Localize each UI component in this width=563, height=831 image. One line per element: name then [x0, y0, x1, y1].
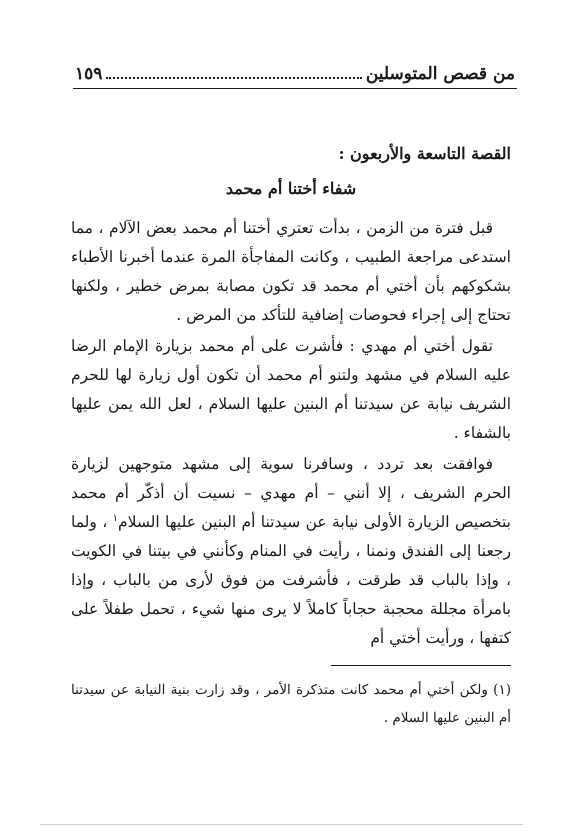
header-dot-leader: [106, 77, 361, 79]
story-heading: القصة التاسعة والأربعون :: [338, 144, 511, 163]
paragraph-3-part-1: فوافقت بعد تردد ، وسافرنا سوية إلى مشهد متوجهين لزيارة الحرم الشريف ، إلا أنني – أم مهدي – نسيت أن أذكّر أم محمد بتخصيص الزيارة الأولى نيابة عن سيدتنا أم البنين عليها السلام: [71, 455, 511, 531]
header-book-title: من قصص المتوسلين: [365, 64, 515, 84]
header-rule: [73, 88, 517, 89]
paragraph-3-part-2: ، ولما رجعنا إلى الفندق ونمنا ، رأيت في المنام وكأنني في بيتنا في الكويت ، وإذا بالباب قد طرقت ، فأشرفت من فوق لأرى من بالباب ، وإذا بامرأة مجللة محجبة حجاباً كاملاً لا يرى منها شيء ، تحمل طفلاً على كتفها ، ورأيت أختي أم: [71, 513, 511, 647]
page-bottom-edge: [40, 824, 523, 825]
paragraph-1: قبل فترة من الزمن ، بدأت تعتري أختنا أم محمد بعض الآلام ، مما استدعى مراجعة الطبيب ، وكانت المفاجأة المرة عندما أخبرنا الأطباء بشكوكهم بأن أختي أم محمد قد تكون مصابة بمرض خطير ، ولكنها تحتاج إلى إجراء فحوصات إضافية للتأكد من المرض .: [71, 219, 511, 324]
footnote-separator: [331, 665, 511, 666]
paragraph-3: [71, 450, 511, 653]
footnote: (١) ولكن أختي أم محمد كانت متذكرة الأمر ، وقد زارت بنية النيابة عن سيدتنا أم البنين عليها السلام .: [71, 682, 511, 726]
footnote-marker: ١: [112, 512, 118, 524]
page-number: ١٥٩: [75, 64, 103, 84]
story-title: شفاء أختنا أم محمد: [225, 179, 357, 198]
paragraph-2: تقول أختي أم مهدي : فأشرت على أم محمد بزيارة الإمام الرضا عليه السلام في مشهد ولتنو أم محمد أن تكون أول زيارة لها للحرم الشريف نيابة عن سيدتنا أم البنين عليها السلام ، لعل الله يمن عليها بالشفاء .: [71, 337, 511, 442]
running-header: [75, 58, 515, 84]
page-body: [71, 140, 511, 653]
